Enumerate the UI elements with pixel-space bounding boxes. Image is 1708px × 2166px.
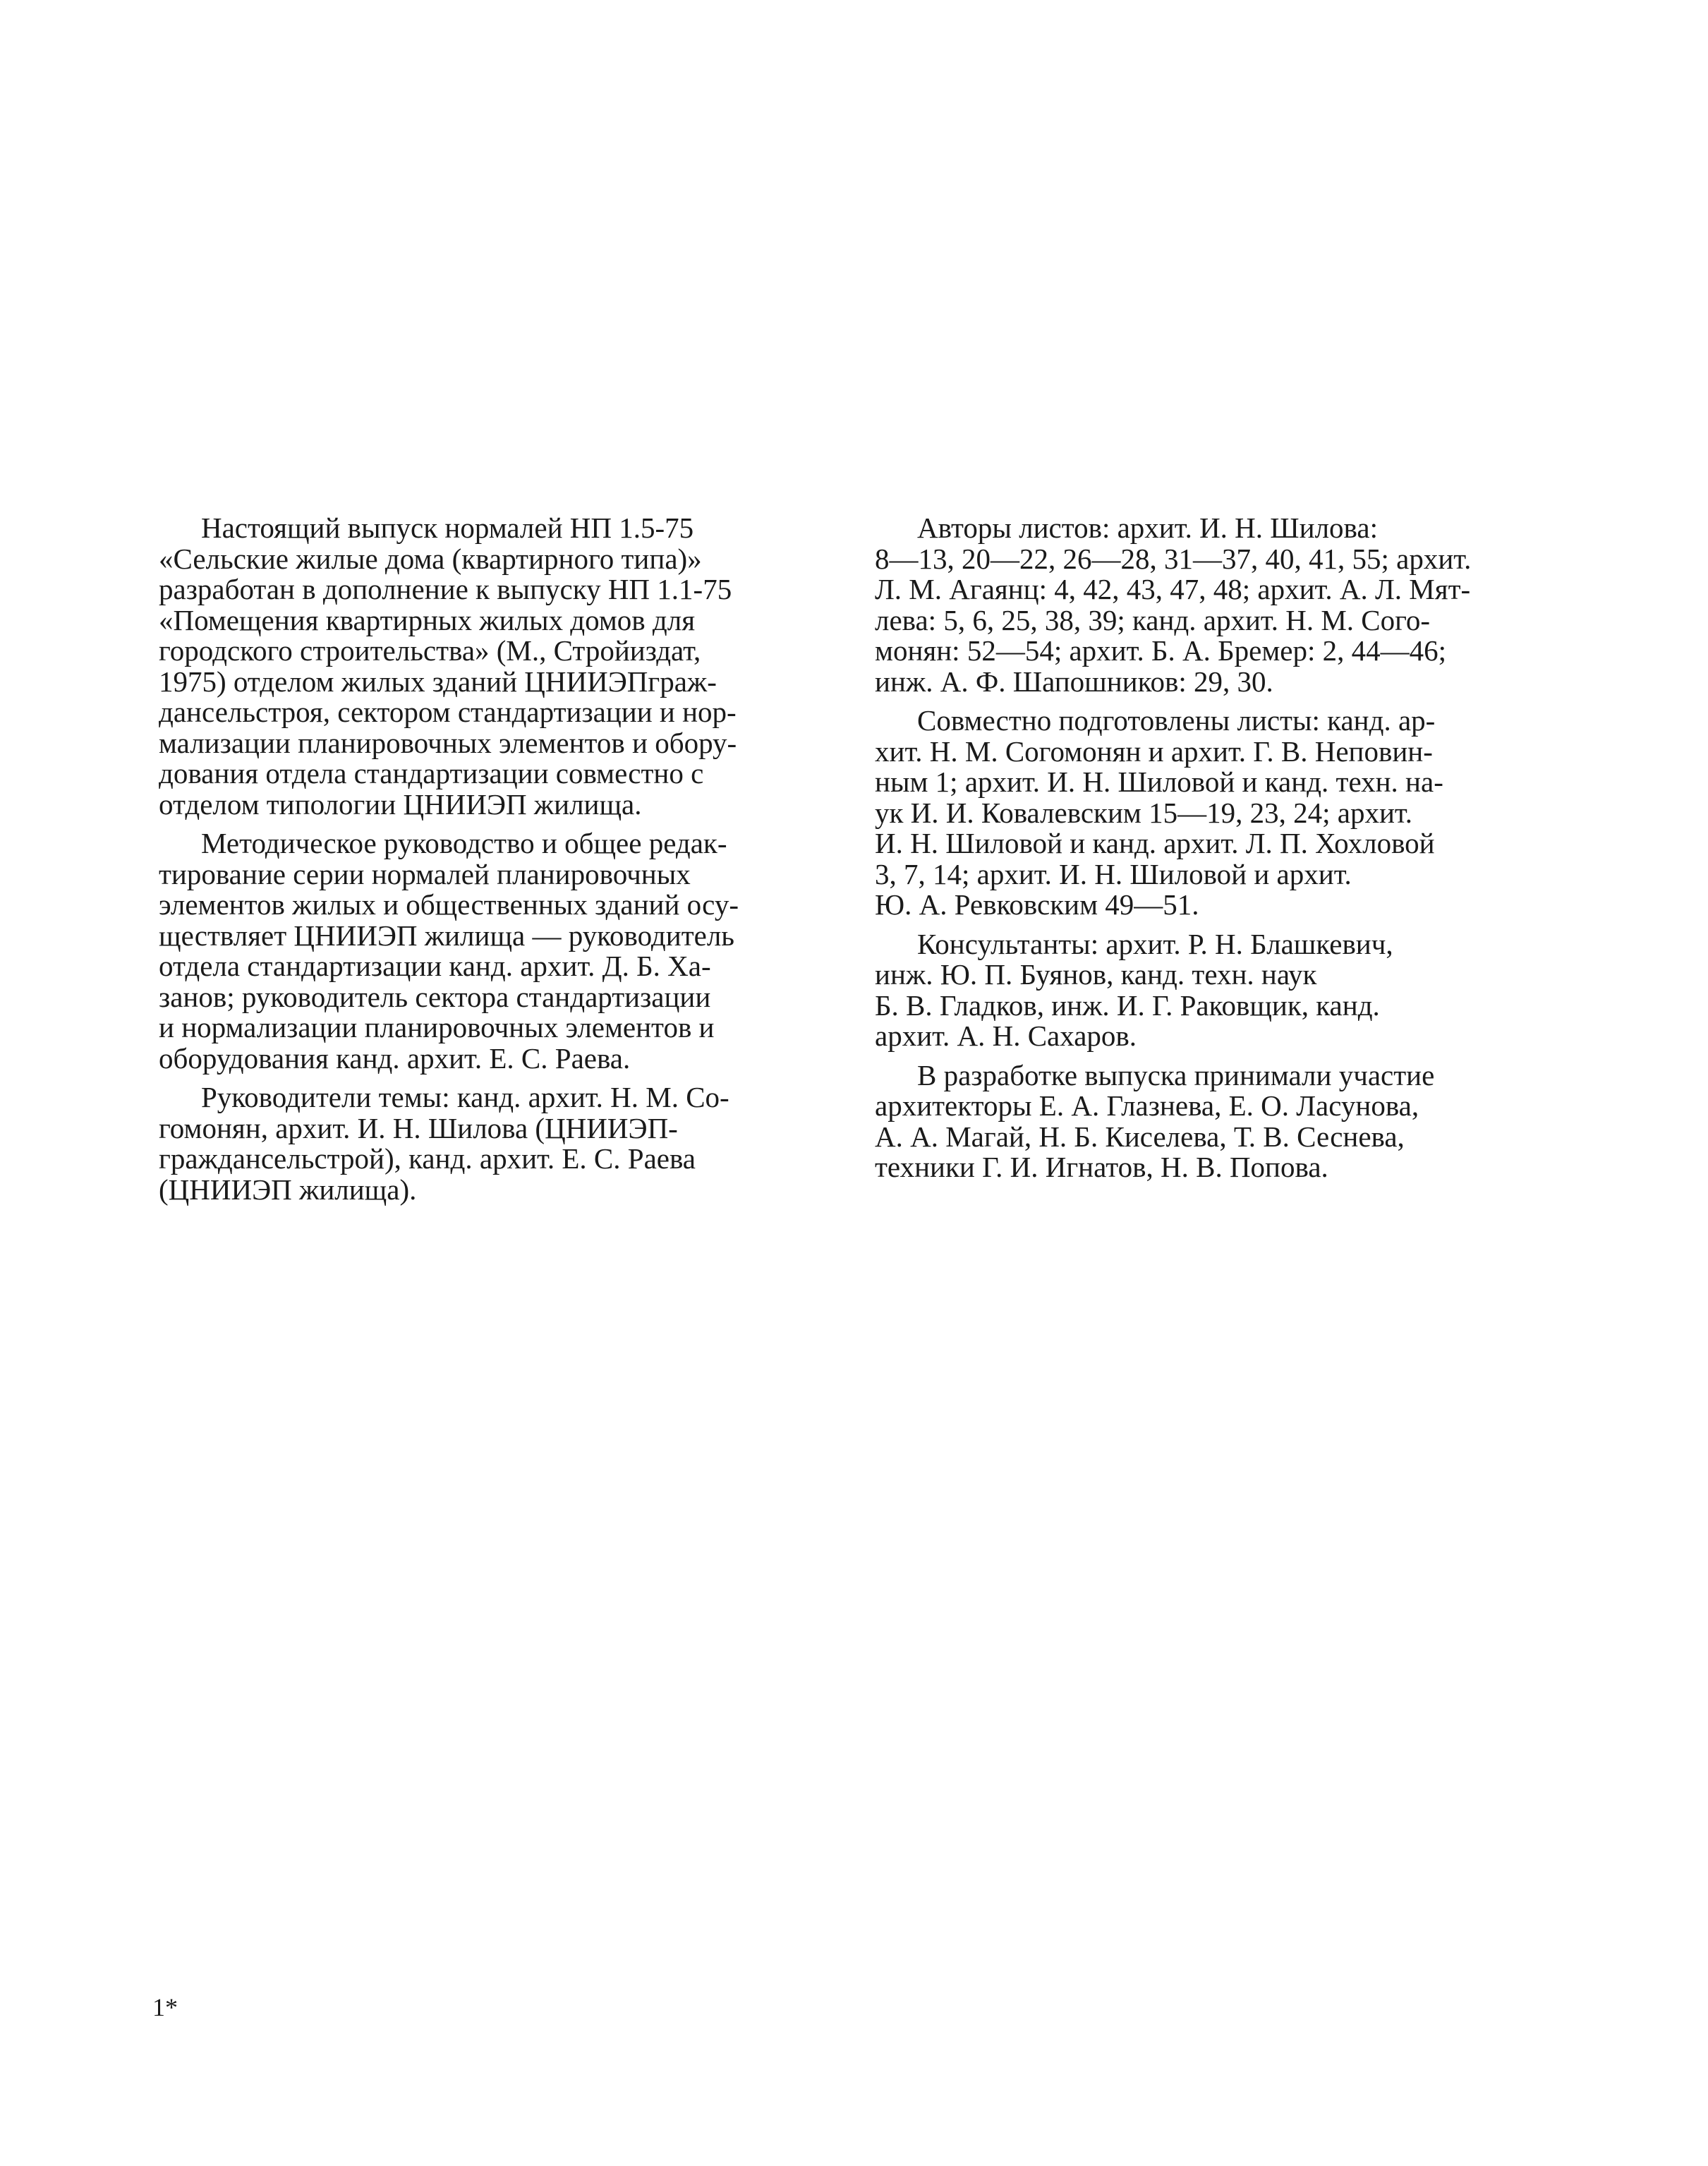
intro-paragraph: Настоящий выпуск нормалей НП 1.5-75 «Сельские жилые дома (квартирного типа)» разработан в дополнение к выпуску НП 1.1-75 «Помещения квартирных жилых домов для городского строительства» (М., Стройиздат, 1975) отделом жилых зданий ЦНИИЭПграж- дансельстроя, сектором стандартизации и нор- мализации планировочных элементов и обору- дования отдела стандартизации совместно с отделом типологии ЦНИИЭП жилища. bbox=[159, 512, 737, 821]
sheet-authors-paragraph: Авторы листов: архит. И. Н. Шилова: 8—13, 20—22, 26—28, 31—37, 40, 41, 55; архит. Л. М. Агаянц: 4, 42, 43, 47, 48; архит. А. Л. Мят- лева: 5, 6, 25, 38, 39; канд. архит. Н. М. Сого- монян: 52—54; архит. Б. А. Бремер: 2, 44—46; инж. А. Ф. Шапошников: 29, 30. bbox=[875, 512, 1472, 698]
signature-mark: 1* bbox=[152, 1993, 178, 2021]
participants-paragraph: В разработке выпуска принимали участие архитекторы Е. А. Глазнева, Е. О. Ласунова, А. А. Магай, Н. Б. Киселева, Т. В. Сеснева, техники Г. И. Игнатов, Н. В. Попова. bbox=[875, 1058, 1435, 1183]
joint-sheets-paragraph: Совместно подготовлены листы: канд. ар- хит. Н. М. Согомонян и архит. Г. В. Неповин- ным 1; архит. И. Н. Шиловой и канд. техн. на- ук И. И. Ковалевским 15—19, 23, 24; архит. И. Н. Шиловой и канд. архит. Л. П. Хохловой 3, 7, 14; архит. И. Н. Шиловой и архит. Ю. А. Ревковским 49—51. bbox=[875, 704, 1443, 921]
methodology-paragraph: Методическое руководство и общее редак- тирование серии нормалей планировочных элементов жилых и общественных зданий осу- ществляет ЦНИИЭП жилища — руководитель отдела стандартизации канд. архит. Д. Б. Ха- занов; руководитель сектора стандартизации и нормализации планировочных элементов и оборудования канд. архит. Е. С. Раева. bbox=[159, 827, 739, 1075]
consultants-paragraph: Консультанты: архит. Р. Н. Блашкевич, инж. Ю. П. Буянов, канд. техн. наук Б. В. Гладков, инж. И. Г. Раковщик, канд. архит. А. Н. Сахаров. bbox=[875, 927, 1393, 1052]
left-text-column bbox=[159, 513, 836, 1205]
topic-leaders-paragraph: Руководители темы: канд. архит. Н. М. Со- гомонян, архит. И. Н. Шилова (ЦНИИЭП- гражданcельстрой), канд. архит. Е. С. Раева (ЦНИИЭП жилища). bbox=[159, 1081, 729, 1206]
right-text-column bbox=[875, 513, 1552, 1183]
